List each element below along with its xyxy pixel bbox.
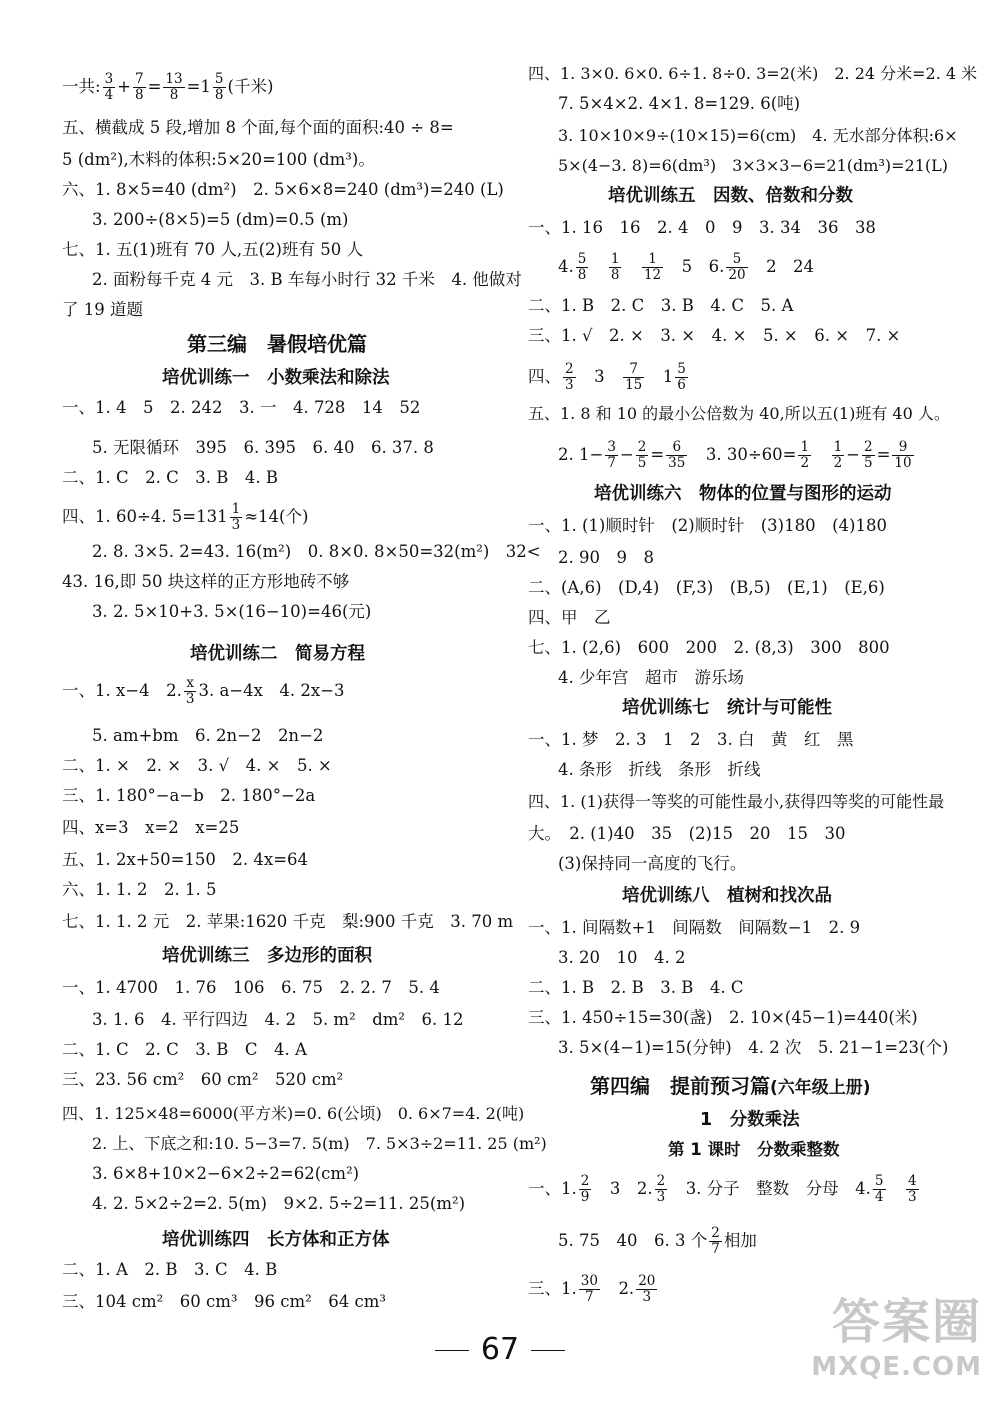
- answer-line: 三、1. 450÷15=30(盏) 2. 10×(45−1)=440(米): [528, 1008, 918, 1027]
- answer-line: 七、1. 1. 2 元 2. 苹果:1620 千克 梨:900 千克 3. 70 m: [62, 912, 514, 931]
- answer-line: 3. 5×(4−1)=15(分钟) 4. 2 次 5. 21−1=23(个): [558, 1038, 949, 1057]
- answer-line: 一、1. 梦 2. 3 1 2 3. 白 黄 红 黑: [528, 730, 854, 749]
- answer-line: 4. 少年宫 超市 游乐场: [558, 668, 744, 687]
- answer-line: 2. 上、下底之和:10. 5−3=7. 5(m) 7. 5×3÷2=11. 25 (m²): [92, 1134, 547, 1153]
- answer-line: 一、1. x−4 2. $\frac{x}{3}$ 3. a−4x 4. 2x−3: [62, 675, 345, 707]
- answer-line: 三、104 cm² 60 cm³ 96 cm² 64 cm³: [62, 1292, 386, 1311]
- page-number-dash-right: [531, 1350, 565, 1351]
- answer-line: 3. 6×8+10×2−6×2÷2=62(cm²): [92, 1164, 360, 1183]
- answer-line: 四、甲 乙: [528, 608, 611, 627]
- answer-line: 5. am+bm 6. 2n−2 2n−2: [92, 726, 324, 745]
- answer-line: 四、x=3 x=2 x=25: [62, 818, 240, 837]
- lesson-heading: 第 1 课时 分数乘整数: [668, 1140, 840, 1159]
- answer-line: 5 (dm²),木料的体积:5×20=100 (dm³)。: [62, 150, 375, 169]
- answer-line: 二、1. A 2. B 3. C 4. B: [62, 1260, 278, 1279]
- section-heading: 培优训练七 统计与可能性: [622, 698, 832, 718]
- section-heading: 培优训练六 物体的位置与图形的运动: [594, 484, 892, 504]
- page-number-dash-left: [435, 1350, 469, 1351]
- answer-line: 3. 20 10 4. 2: [558, 948, 686, 967]
- answer-line: 一、1. (1)顺时针 (2)顺时针 (3)180 (4)180: [528, 516, 887, 535]
- answer-line: 一、1. 4700 1. 76 106 6. 75 2. 2. 7 5. 4: [62, 978, 440, 997]
- answer-line: 一共: $\frac{3}{4}$ + $\frac{7}{8}$ = $\frac{13}{8}$ =1 $\frac{5}{8}$ (千米): [62, 71, 274, 103]
- answer-line: 七、1. 五(1)班有 70 人,五(2)班有 50 人: [62, 240, 363, 259]
- answer-line: 三、1. √ 2. × 3. × 4. × 5. × 6. × 7. ×: [528, 326, 901, 345]
- part-heading: 第三编 暑假培优篇: [187, 332, 367, 356]
- answer-line: 了 19 道题: [62, 300, 143, 319]
- section-heading: 培优训练一 小数乘法和除法: [162, 368, 390, 388]
- answer-line: 7. 5×4×2. 4×1. 8=129. 6(吨): [558, 94, 801, 113]
- answer-line: 五、1. 2x+50=150 2. 4x=64: [62, 850, 309, 869]
- answer-line: 三、23. 56 cm² 60 cm² 520 cm²: [62, 1070, 344, 1089]
- answer-line: 一、1. 4 5 2. 242 3. 一 4. 728 14 52: [62, 398, 421, 417]
- watermark: [811, 1283, 982, 1382]
- answer-line: 4. 2. 5×2÷2=2. 5(m) 9×2. 5÷2=11. 25(m²): [92, 1194, 466, 1213]
- answer-line: 大。 2. (1)40 35 (2)15 20 15 30: [528, 824, 846, 843]
- answer-line: 二、1. B 2. B 3. B 4. C: [528, 978, 744, 997]
- section-heading: 培优训练三 多边形的面积: [162, 946, 372, 966]
- answer-line: 3. 2. 5×10+3. 5×(16−10)=46(元): [92, 602, 372, 621]
- answer-line: 43. 16,即 50 块这样的正方形地砖不够: [62, 572, 350, 591]
- answer-line: 五、1. 8 和 10 的最小公倍数为 40,所以五(1)班有 40 人。: [528, 404, 950, 423]
- section-heading: 培优训练二 简易方程: [190, 644, 365, 664]
- answer-line: 3. 10×10×9÷(10×15)=6(cm) 4. 无水部分体积:6×: [558, 126, 958, 145]
- answer-line: 二、(A,6) (D,4) (F,3) (B,5) (E,1) (E,6): [528, 578, 885, 597]
- answer-line: (3)保持同一高度的飞行。: [558, 854, 747, 873]
- answer-line: 4. $\frac{5}{8}$ $\frac{1}{8}$ $\frac{1}{12}$ 5 6. $\frac{5}{20}$ 2 24: [558, 251, 815, 283]
- answer-line: 2. 8. 3×5. 2=43. 16(m²) 0. 8×0. 8×50=32(m²) 32<: [92, 542, 541, 561]
- answer-line: 2. 面粉每千克 4 元 3. B 车每小时行 32 千米 4. 他做对: [92, 270, 522, 289]
- answer-line: 四、 $\frac{2}{3}$ 3 $\frac{7}{15}$ 1 $\frac{5}{6}$: [528, 361, 686, 393]
- answer-line: 二、1. × 2. × 3. √ 4. × 5. ×: [62, 756, 332, 775]
- answer-line: 五、横截成 5 段,增加 8 个面,每个面的面积:40 ÷ 8=: [62, 118, 454, 137]
- answer-line: 2. 90 9 8: [558, 548, 654, 567]
- watermark-logo-text: 答案圈: [831, 1294, 982, 1350]
- watermark-url: MXQE.COM: [811, 1352, 982, 1382]
- part-heading: 第四编 提前预习篇(六年级上册): [590, 1074, 871, 1098]
- answer-line: 3. 1. 6 4. 平行四边 4. 2 5. m² dm² 6. 12: [92, 1010, 464, 1029]
- answer-line: 二、1. C 2. C 3. B 4. B: [62, 468, 278, 487]
- answer-line: 六、1. 1. 2 2. 1. 5: [62, 880, 217, 899]
- answer-line: 4. 条形 折线 条形 折线: [558, 760, 761, 779]
- answer-line: 七、1. (2,6) 600 200 2. (8,3) 300 800: [528, 638, 890, 657]
- answer-line: 一、1. 间隔数+1 间隔数 间隔数−1 2. 9: [528, 918, 861, 937]
- answer-line: 四、1. 125×48=6000(平方米)=0. 6(公顷) 0. 6×7=4. 2(吨): [62, 1104, 525, 1123]
- section-heading: 1 分数乘法: [700, 1110, 800, 1130]
- answer-line: 2. 1− $\frac{3}{7}$ − $\frac{2}{5}$ = $\frac{6}{35}$ 3. 30÷60= $\frac{1}{2}$ $\frac{1}{2}$ − $\frac{2}{5}$ = $\frac{9}{10}$: [558, 439, 912, 471]
- answer-line: 5. 75 40 6. 3 个 $\frac{2}{7}$ 相加: [558, 1225, 757, 1257]
- answer-line: 二、1. C 2. C 3. B C 4. A: [62, 1040, 307, 1059]
- answer-line: 四、1. (1)获得一等奖的可能性最小,获得四等奖的可能性最: [528, 792, 945, 811]
- answer-line: 六、1. 8×5=40 (dm²) 2. 5×6×8=240 (dm³)=240 (L): [62, 180, 504, 199]
- answer-line: 二、1. B 2. C 3. B 4. C 5. A: [528, 296, 794, 315]
- answer-line: 三、1. $\frac{30}{7}$ 2. $\frac{20}{3}$: [528, 1273, 656, 1305]
- page-number: 67: [0, 1332, 1000, 1367]
- section-heading: 培优训练八 植树和找次品: [622, 886, 832, 906]
- answer-line: 一、1. 16 16 2. 4 0 9 3. 34 36 38: [528, 218, 876, 237]
- section-heading: 培优训练四 长方体和正方体: [162, 1230, 390, 1250]
- answer-line: 5×(4−3. 8)=6(dm³) 3×3×3−6=21(dm³)=21(L): [558, 156, 948, 175]
- answer-line: 三、1. 180°−a−b 2. 180°−2a: [62, 786, 316, 805]
- section-heading: 培优训练五 因数、倍数和分数: [608, 186, 853, 206]
- answer-line: 3. 200÷(8×5)=5 (dm)=0.5 (m): [92, 210, 349, 229]
- answer-line: 四、1. 60÷4. 5=131 $\frac{1}{3}$ ≈14(个): [62, 501, 309, 533]
- answer-line: 一、1. $\frac{2}{9}$ 3 2. $\frac{2}{3}$ 3. 分子 整数 分母 4. $\frac{5}{4}$ $\frac{4}{3}$: [528, 1173, 917, 1205]
- answer-line: 5. 无限循环 395 6. 3̇9̇5̇ 6. 40 6. 37. 8: [92, 438, 434, 457]
- answer-line: 四、1. 3×0. 6×0. 6÷1. 8÷0. 3=2(米) 2. 24 分米=2. 4 米: [528, 64, 978, 83]
